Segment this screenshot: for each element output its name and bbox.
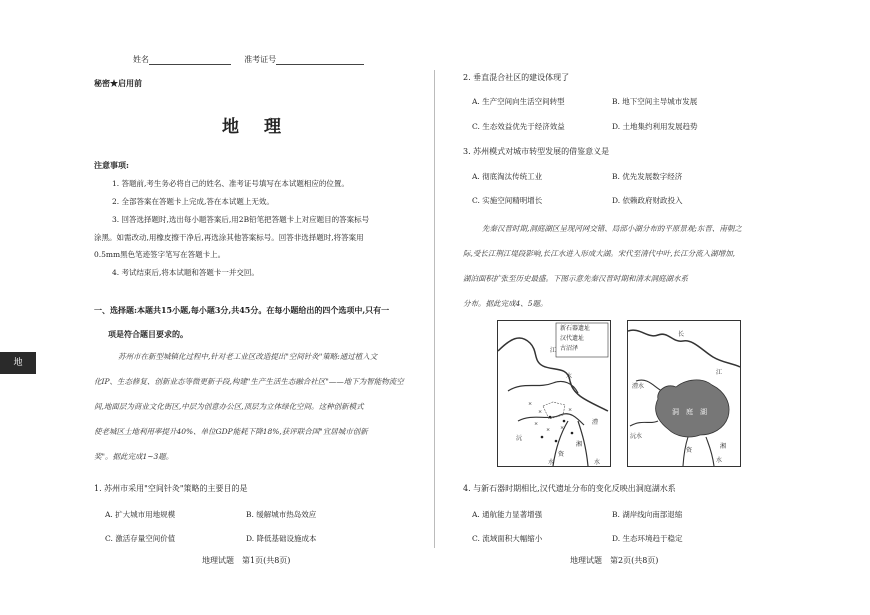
map1-legend [560,324,590,354]
map1-label: 水 [594,459,601,466]
q3-option-b: B. 优先发展数字经济 [612,172,683,181]
subject-side-tab: 地 [0,352,36,374]
map1-drawing [498,321,610,466]
map1-label: 水 [548,459,555,466]
map2-label: 澧水 [632,383,645,390]
map2-label: 资 [686,447,693,454]
q3-option-c: C. 实施空间精明增长 [472,196,543,205]
note-3-cont2: 0.5mm黑色笔迹签字笔写在答题卡上。 [94,250,226,259]
map1-label: 水 [566,373,573,380]
passage2-line: 分布。据此完成4、5题。 [463,299,548,308]
legend-han: 汉代遗址 [560,335,585,342]
exam-no-blank [276,55,364,65]
map1-label: 湘 [576,441,583,448]
exam-no-label: 准考证号 [244,55,277,64]
section-heading: 一、选择题:本题共15小题,每小题3分,共45分。在每小题给出的四个选项中,只有一 [94,305,390,315]
map2-label: 江 [716,369,723,376]
question-3: 3. 苏州模式对城市转型发展的借鉴意义是 [463,147,610,156]
q1-option-c: C. 激活存量空间价值 [105,534,176,543]
page-title: 地 理 [222,117,285,137]
map1-label: 沅 [516,435,523,442]
question-2: 2. 垂直混合社区的建设体现了 [463,73,570,82]
page-divider [434,70,435,548]
passage-line: 化IP、生态修复、创新业态等微更新手段,构建"生产生活生态融合社区"——地下为智能物流空 [94,377,404,386]
map2-label: 水 [716,457,723,464]
question-4: 4. 与新石器时期相比,汉代遗址分布的变化反映出洞庭湖水系 [463,484,676,493]
left-page-footer: 地理试题 第1页(共8页) [202,556,291,565]
q1-option-a: A. 扩大城市用地规模 [105,510,176,519]
name-label: 姓名 [133,55,149,64]
svg-text:×: × [534,421,539,427]
q4-option-a: A. 通航能力显著增强 [472,510,543,519]
q2-option-d: D. 土地集约利用发展趋势 [612,122,698,131]
passage-line: 苏州市在新型城镇化过程中,针对老工业区改造提出"空间针灸"策略:通过植入文 [118,352,378,361]
map1-label: 江 [550,347,557,354]
note-2: 2. 全部答案在答题卡上完成,答在本试题上无效。 [112,197,274,206]
passage2-line: 际,受长江荆江堤段影响,长江水进入形成大湖。宋代至清代中叶,长江分流入湖增加, [463,249,736,258]
q1-option-b: B. 缓解城市热岛效应 [246,510,317,519]
map1-label: 资 [558,451,565,458]
passage-line: 奖"。据此完成1~3题。 [94,452,174,461]
note-1: 1. 答题前,考生务必将自己的姓名、准考证号填写在本试题相应的位置。 [112,179,349,188]
note-3: 3. 回答选择题时,选出每小题答案后,用2B铅笔把答题卡上对应题目的答案标号 [112,215,370,224]
q2-option-a: A. 生产空间向生活空间转型 [472,97,565,106]
note-3-cont: 涂黑。如需改动,用橡皮擦干净后,再选涂其他答案标号。回答非选择题时,将答案用 [94,233,364,242]
svg-text:×: × [568,407,573,413]
svg-text:×: × [538,409,543,415]
q4-option-b: B. 湖岸线向南部退缩 [612,510,683,519]
notes-heading: 注意事项: [94,160,129,170]
map2-label: 沅水 [630,433,643,440]
passage2-line: 先秦汉晋时期,洞庭湖区呈现河网交错、局部小湖分布的平原景观;东晋、南朝之 [482,224,742,233]
map2-label: 长 [678,331,685,338]
q4-option-d: D. 生态环境趋于稳定 [612,534,683,543]
map1-label: 澧 [592,419,599,426]
passage-line: 间,地面层为商业文化街区,中层为创意办公区,顶层为立体绿化空间。这种创新模式 [94,402,364,411]
svg-text:×: × [528,401,533,407]
legend-neolithic: 新石器遗址 [560,325,591,332]
passage2-line: 湖泊面积扩张至历史最盛。下图示意先秦汉晋时期和清末洞庭湖水系 [463,274,688,283]
map2-label: 湘 [720,443,727,450]
map-pre-qin-han-jin [497,320,611,467]
note-4: 4. 考试结束后,将本试题和答题卡一并交回。 [112,268,259,277]
passage-line: 使老城区土地利用率提升40%、单位GDP能耗下降18%,获评联合国"宜居城市创新 [94,427,368,436]
q3-option-a: A. 彻底淘汰传统工业 [472,172,543,181]
map-late-qing [627,320,741,467]
section-heading-cont: 项是符合题目要求的。 [108,329,188,339]
candidate-name-field [133,55,364,65]
legend-marsh: 古沼泽 [560,345,579,352]
svg-text:×: × [560,425,565,431]
question-1: 1. 苏州市采用"空间针灸"策略的主要目的是 [94,484,248,493]
q1-option-d: D. 降低基础设施成本 [246,534,317,543]
q2-option-c: C. 生态效益优先于经济效益 [472,122,565,131]
q3-option-d: D. 依赖政府财政投入 [612,196,683,205]
svg-text:×: × [546,427,551,433]
map2-lake-label: 洞 庭 湖 [672,408,707,416]
q4-option-c: C. 流域面积大幅缩小 [472,534,543,543]
q2-option-b: B. 地下空间主导城市发展 [612,97,698,106]
name-blank [149,55,231,65]
right-page-footer: 地理试题 第2页(共8页) [570,556,659,565]
secret-mark: 秘密★启用前 [94,78,142,88]
